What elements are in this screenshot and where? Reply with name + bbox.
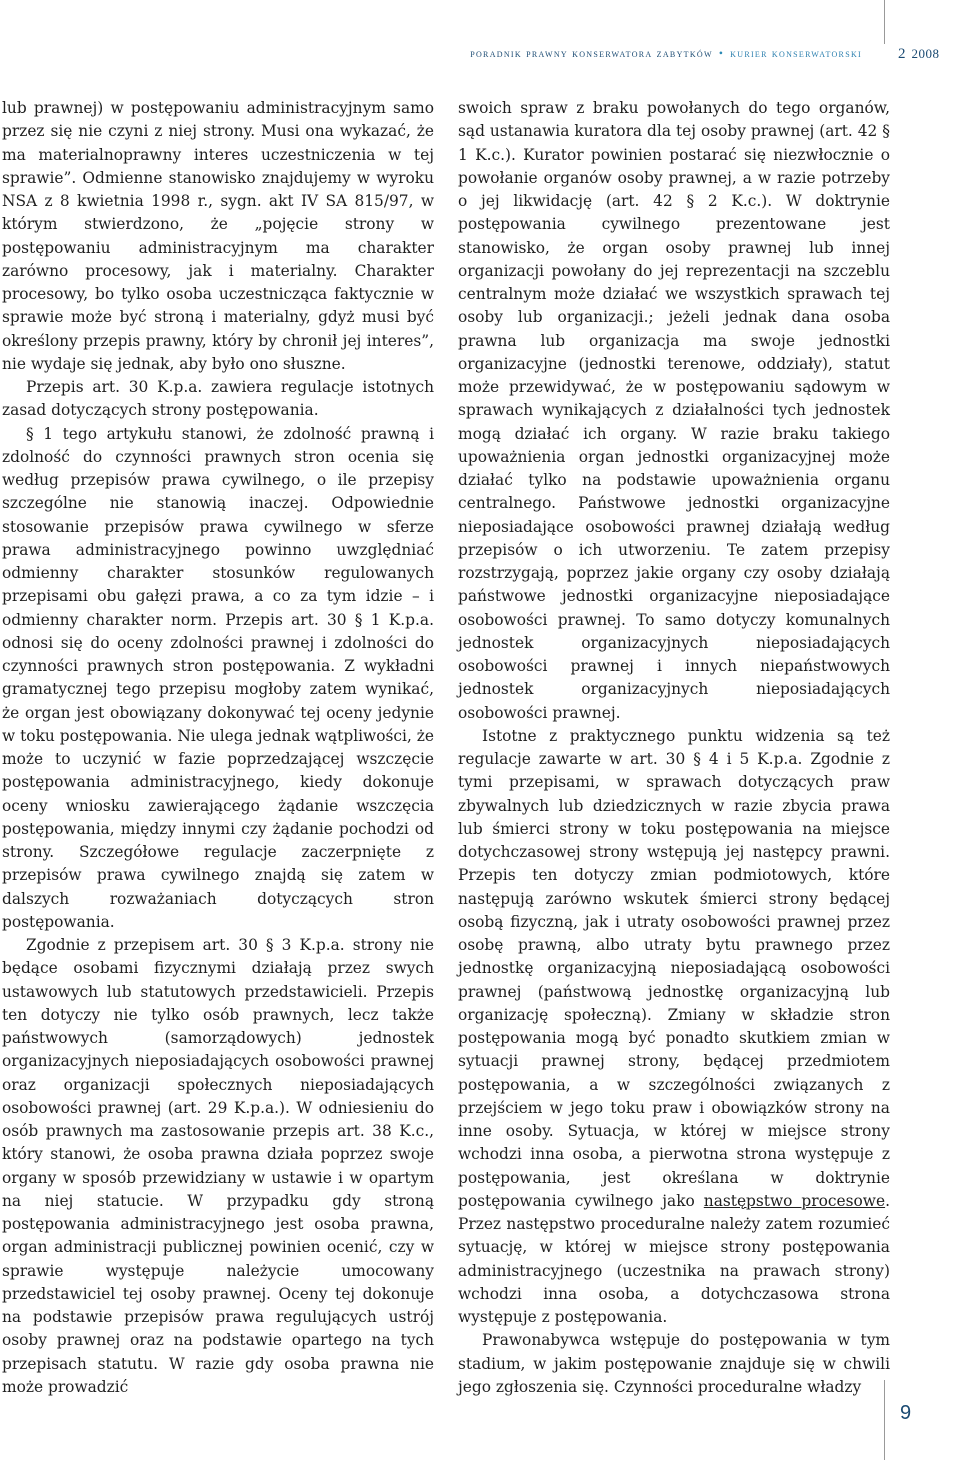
page-number: 9 <box>900 1402 912 1424</box>
header-separator-dot: • <box>718 48 725 60</box>
right-column <box>458 97 890 1399</box>
footer-vertical-rule <box>884 1380 885 1460</box>
running-header <box>0 46 960 70</box>
right-paragraph-2-tail: . Przez następstwo proceduralne należy zatem rozumieć sytuację, w której w miejsce strony postępowania administracyjnego (uczestnika na prawach strony) wchodzi inna osoba, a dotychczasowa strona występuje z postępowania. <box>458 1191 890 1326</box>
right-paragraph-2-text: Istotne z praktycznego punktu widzenia są też regulacje zawarte w art. 30 § 4 i 5 K.p.a. Zgodnie z tymi przepisami, w sprawach dotyczących praw zbywalnych lub dziedzicznych w razie zbycia prawa lub śmierci strony w toku postępowania na miejsce dotychczasowej strony wstępują jej następcy prawni. Przepis ten dotyczy zmian podmiotowych, które następują zarówno wskutek śmierci strony będącej osobą fizyczną, jak i utraty osobowości prawnej przez osobę prawną, albo utraty bytu prawnego przez jednostkę organizacyjną nieposiadającą osobowości prawnej (państwową jednostkę organizacyjną lub organizację społeczną). Zmiany w składzie stron postępowania mogą być ponadto skutkiem zmian w sytuacji prawnej strony, będącej przedmiotem postępowania, a w szczególności związanych z przejściem w jego toku praw i obowiązków strony na inne osoby. Sytuacja, w której w miejsce strony wchodzi inna osoba, a pierwotna strona występuje z postępowania, jest określana w doktrynie postępowania cywilnego jako <box>458 726 890 1210</box>
underlined-term: następstwo procesowe <box>703 1191 886 1210</box>
header-issue <box>898 46 940 63</box>
header-title <box>470 48 862 60</box>
left-paragraph-2: Przepis art. 30 K.p.a. zawiera regulacje istotnych zasad dotyczących strony postępowania. <box>2 378 434 420</box>
left-paragraph-1: lub prawnej) w postępowaniu administracyjnym samo przez się nie czyni z niej strony. Musi ona wykazać, że ma materialnoprawny interes uczestniczenia w tej sprawie”. Odmienne stanowisko znajdujemy w wyroku NSA z 8 kwietnia 1998 r., sygn. akt IV SA 815/97, w którym stwierdzono, że „pojęcie strony w postępowaniu administracyjnym ma charakter zarówno procesowy, jak i materialny. Charakter procesowy, bo tylko osoba uczestnicząca faktycznie w sprawie może być stroną i materialny, gdyż musi być określony przepis prawny, który by chronił jej interes”, nie wydaje się jednak, aby było ono słuszne. <box>2 99 434 373</box>
header-year: 2008 <box>911 46 940 61</box>
left-column <box>2 97 434 1399</box>
header-issue-number: 2 <box>898 46 906 62</box>
right-paragraph-2 <box>458 725 890 1330</box>
right-paragraph-1: swoich spraw z braku powołanych do tego organów, sąd ustanawia kuratora dla tej osoby prawnej (art. 42 § 1 K.c.). Kurator powinien postarać się niezwłocznie o powołanie organów osoby prawnej, a w razie potrzeby o jej likwidację (art. 42 § 2 K.c.). W doktrynie postępowania cywilnego prezentowane jest stanowisko, że organ osoby prawnej lub innej organizacji powołany do jej reprezentacji na szczeblu centralnym może działać we wszystkich sprawach tej osoby lub organizacji.; jeżeli jednak dana osoba prawna lub organizacja ma swoje jednostki organizacyjne (jednostki terenowe, oddziały), statut może przewidywać, że w postępowaniu sądowym w sprawach wynikających z działalności tych jednostek mogą działać ich organy. W razie braku takiego upoważnienia organ jednostki organizacyjnej może działać tylko na podstawie upoważnienia organu centralnego. Państwowe jednostki organizacyjne nieposiadające osobowości prawnej działają według przepisów o ich utworzeniu. Te zatem przepisy rozstrzygają, poprzez jakie organy czy osoby działają państwowe jednostki organizacyjne nieposiadające osobowości prawnej. To samo dotyczy komunalnych jednostek organizacyjnych nieposiadających osobowości prawnej i innych niepaństwowych jednostek organizacyjnych nieposiadających osobowości prawnej. <box>458 99 890 722</box>
right-paragraph-3: Prawonabywca wstępuje do postępowania w tym stadium, w jakim postępowanie znajduje się w chwili jego zgłoszenia się. Czynności proceduralne władzy <box>458 1331 890 1396</box>
left-paragraph-4: Zgodnie z przepisem art. 30 § 3 K.p.a. strony nie będące osobami fizycznymi działają przez swych ustawowych lub statutowych przedstawicieli. Przepis ten dotyczy nie tylko osób prawnych, lecz także państwowych (samorządowych) jednostek organizacyjnych nieposiadających osobowości prawnej oraz organizacji społecznych nieposiadających osobowości prawnej (art. 29 K.p.a.). W odniesieniu do osób prawnych ma zastosowanie przepis art. 38 K.c., który stanowi, że osoba prawna działa poprzez swoje organy w sposób przewidziany w ustawie i w opartym na niej statucie. W przypadku gdy stroną postępowania administracyjnego jest osoba prawna, organ administracji publicznej powinien ocenić, czy w sprawie występuje należycie umocowany przedstawiciel tej osoby prawnej. Oceny tej dokonuje na podstawie przepisów prawa regulujących ustrój osoby prawnej oraz na podstawie opartego na tych przepisach statutu. W razie gdy osoba prawna nie może prowadzić <box>2 936 434 1396</box>
header-vertical-rule <box>884 0 885 44</box>
left-paragraph-3: § 1 tego artykułu stanowi, że zdolność prawną i zdolność do czynności prawnych stron ocenia się według przepisów prawa cywilnego, o ile przepisy szczególne nie stanowią inaczej. Odpowiednie stosowanie przepisów prawa cywilnego w sferze prawa administracyjnego powinno uwzględniać odmienny charakter stosunków regulowanych przepisami obu gałęzi prawa, a co za tym idzie – i odmienny charakter norm. Przepis art. 30 § 1 K.p.a. odnosi się do oceny zdolności prawnej i zdolności do czynności prawnych stron postępowania. Z wykładni gramatycznej tego przepisu mogłoby zatem wynikać, że organ jest obowiązany dokonywać tej oceny jedynie w toku postępowania. Nie ulega jednak wątpliwości, że może to uczynić w fazie poprzedzającej wszczęcie postępowania administracyjnego, kiedy dokonuje oceny wniosku zawierającego żądanie wszczęcia postępowania, między innymi czy żądanie pochodzi od strony. Szczegółowe regulacje zaczerpnięte z przepisów prawa cywilnego znajdą się zatem w dalszych rozważaniach dotyczących stron postępowania. <box>2 424 434 931</box>
header-publication: poradnik prawny konserwatora zabytków <box>470 48 713 60</box>
header-journal: kurier konserwatorski <box>730 48 862 60</box>
